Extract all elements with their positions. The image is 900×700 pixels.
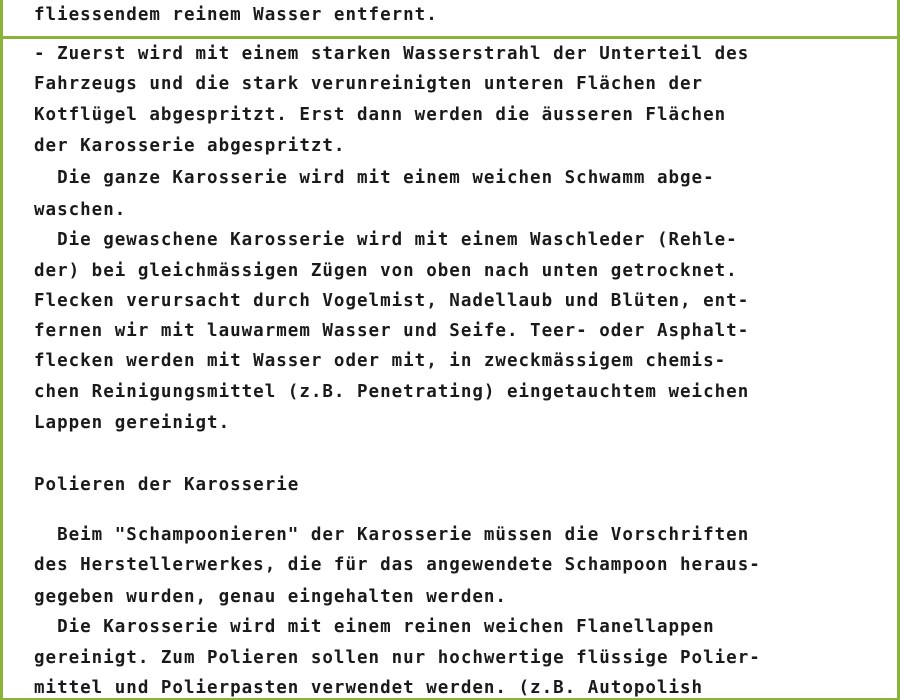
text-line: Kotflügel abgespritzt. Erst dann werden die äusseren Flächen: [34, 105, 727, 125]
text-line: Flecken verursacht durch Vogelmist, Nadellaub und Blüten, ent-: [34, 291, 750, 311]
text-line: Die Karosserie wird mit einem reinen weichen Flanellappen: [34, 617, 715, 637]
text-line: Die gewaschene Karosserie wird mit einem Waschleder (Rehle-: [34, 230, 738, 250]
text-line: Lappen gereinigt.: [34, 413, 231, 433]
text-line: waschen.: [34, 200, 127, 220]
text-line: Beim "Schampoonieren" der Karosserie müssen die Vorschriften: [34, 525, 750, 545]
text-line: chen Reinigungsmittel (z.B. Penetrating) eingetauchtem weichen: [34, 382, 750, 402]
top-rule: [0, 36, 900, 39]
text-line: mittel und Polierpasten verwendet werden. (z.B. Autopolish: [34, 678, 704, 698]
text-line: Die ganze Karosserie wird mit einem weichen Schwamm abge-: [34, 168, 715, 188]
text-line: gegeben wurden, genau eingehalten werden.: [34, 587, 507, 607]
text-line: flecken werden mit Wasser oder mit, in zweckmässigem chemis-: [34, 351, 727, 371]
text-line: Fahrzeugs und die stark verunreinigten unteren Flächen der: [34, 74, 704, 94]
text-line: fliessendem reinem Wasser entfernt.: [34, 5, 438, 25]
text-line: gereinigt. Zum Polieren sollen nur hochwertige flüssige Polier-: [34, 648, 761, 668]
text-line: fernen wir mit lauwarmem Wasser und Seife. Teer- oder Asphalt-: [34, 321, 750, 341]
text-line: - Zuerst wird mit einem starken Wasserstrahl der Unterteil des: [34, 44, 750, 64]
section-heading: Polieren der Karosserie: [34, 475, 300, 495]
text-line: des Herstellerwerkes, die für das angewendete Schampoon heraus-: [34, 555, 761, 575]
text-line: der Karosserie abgespritzt.: [34, 136, 346, 156]
text-line: der) bei gleichmässigen Zügen von oben nach unten getrocknet.: [34, 261, 738, 281]
